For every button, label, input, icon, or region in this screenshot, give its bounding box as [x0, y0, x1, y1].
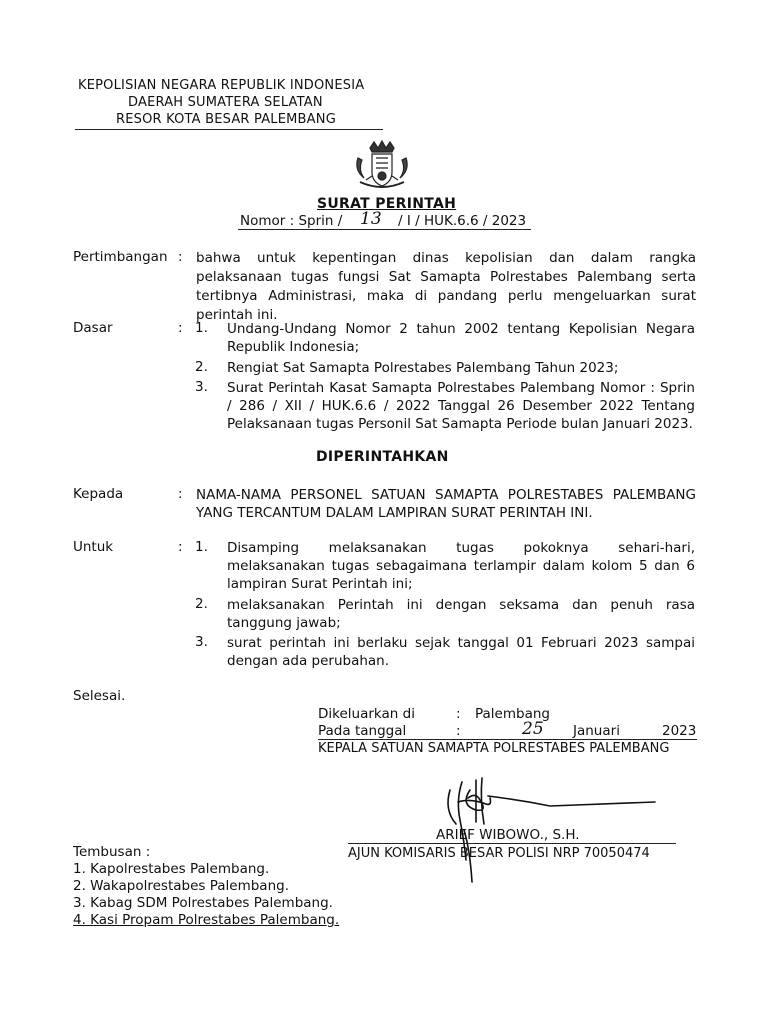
issuing-office: KEPALA SATUAN SAMAPTA POLRESTABES PALEMBANG	[318, 741, 670, 756]
pertimbangan-text: bahwa untuk kepentingan dinas kepolisian dan dalam rangka pelaksanaan tugas fungsi Sat Samapta Polrestabes Palembang serta tertibnya Administrasi, maka di pandang perlu mengeluarkan surat perintah ini.	[196, 250, 696, 323]
dasar-item-number: 3.	[195, 379, 208, 395]
signatory-name-underline	[348, 843, 676, 844]
untuk-label: Untuk	[73, 539, 114, 555]
untuk-item-number: 2.	[195, 596, 208, 612]
document-number-suffix: / I / HUK.6.6 / 2023	[398, 213, 527, 229]
tembusan-item: 4. Kasi Propam Polrestabes Palembang.	[73, 912, 340, 928]
document-number-underline	[238, 229, 531, 230]
pertimbangan-label: Pertimbangan	[73, 249, 168, 265]
untuk-colon: :	[178, 539, 183, 555]
issued-date-month: Januari	[573, 723, 620, 739]
tembusan-item: 3. Kabag SDM Polrestabes Palembang.	[73, 895, 333, 911]
signatory-name: ARIEF WIBOWO., S.H.	[436, 827, 580, 843]
kepada-label: Kepada	[73, 486, 124, 502]
document-number-prefix: Nomor : Sprin /	[240, 213, 343, 229]
issued-place-colon: :	[456, 706, 461, 722]
issued-date-year: 2023	[662, 723, 697, 739]
untuk-item-text: melaksanakan Perintah ini dengan seksama dan penuh rasa tanggung jawab;	[227, 597, 695, 631]
tembusan-label: Tembusan :	[73, 844, 151, 860]
untuk-item-text: surat perintah ini berlaku sejak tanggal 01 Februari 2023 sampai dengan ada perubahan.	[227, 635, 695, 669]
issued-place-label: Dikeluarkan di	[318, 706, 415, 722]
dasar-item-text: Surat Perintah Kasat Samapta Polrestabes Palembang Nomor : Sprin / 286 / XII / HUK.6.6 / 2022 Tanggal 26 Desember 2022 Tentang Pelaksanaan tugas Personil Sat Samapta Periode bulan Januari 2023.	[227, 380, 695, 432]
diperintahkan-heading: DIPERINTAHKAN	[316, 449, 449, 465]
dasar-label: Dasar	[73, 320, 113, 336]
letterhead-line-2: DAERAH SUMATERA SELATAN	[128, 95, 323, 110]
pertimbangan-colon: :	[178, 249, 183, 265]
document-title: SURAT PERINTAH	[317, 196, 457, 212]
dasar-item-text: Undang-Undang Nomor 2 tahun 2002 tentang Kepolisian Negara Republik Indonesia;	[227, 321, 695, 355]
tembusan-item: 2. Wakapolrestabes Palembang.	[73, 878, 289, 894]
dasar-item-text: Rengiat Sat Samapta Polrestabes Palembang Tahun 2023;	[227, 360, 619, 376]
signatory-rank-nrp: AJUN KOMISARIS BESAR POLISI NRP 70050474	[348, 846, 650, 861]
untuk-item-number: 1.	[195, 539, 208, 555]
kepada-colon: :	[178, 486, 183, 502]
issued-date-colon: :	[456, 723, 461, 739]
letterhead-underline	[75, 129, 383, 130]
tembusan-item: 1. Kapolrestabes Palembang.	[73, 861, 270, 877]
issued-date-day-handwritten: 25	[522, 719, 544, 739]
handwritten-signature	[430, 760, 690, 885]
dasar-item-number: 1.	[195, 320, 208, 336]
issued-place-value: Palembang	[475, 706, 550, 722]
kepada-text: NAMA-NAMA PERSONEL SATUAN SAMAPTA POLRESTABES PALEMBANG YANG TERCANTUM DALAM LAMPIRAN SURAT PERINTAH INI.	[196, 487, 696, 521]
dasar-colon: :	[178, 320, 183, 336]
issued-date-label: Pada tanggal	[318, 723, 407, 739]
police-crest-emblem	[352, 140, 412, 192]
letterhead-line-1: KEPOLISIAN NEGARA REPUBLIK INDONESIA	[78, 78, 365, 93]
untuk-item-number: 3.	[195, 634, 208, 650]
document-number-handwritten: 13	[360, 209, 382, 229]
issued-date-underline	[318, 739, 697, 740]
dasar-item-number: 2.	[195, 359, 208, 375]
untuk-item-text: Disamping melaksanakan tugas pokoknya sehari-hari, melaksanakan tugas sebagaimana terlampir dalam kolom 5 dan 6 lampiran Surat Perintah ini;	[227, 540, 695, 592]
letterhead-line-3: RESOR KOTA BESAR PALEMBANG	[116, 112, 336, 127]
selesai-text: Selesai.	[73, 688, 126, 704]
